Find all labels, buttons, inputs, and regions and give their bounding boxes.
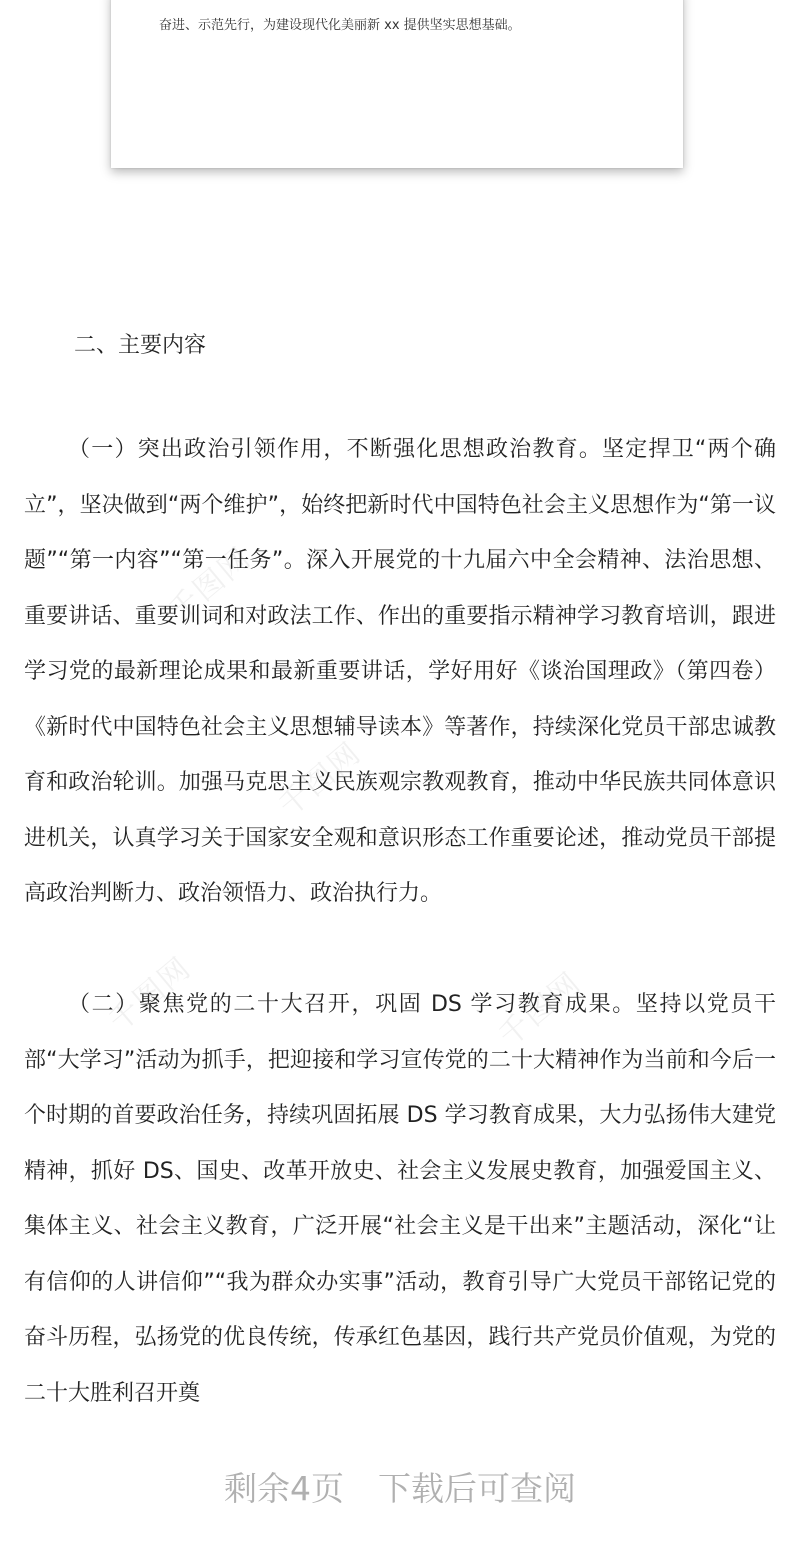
preview-text: 奋进、示范先行，为建设现代化美丽新 xx 提供坚实思想基础。 [159, 18, 521, 33]
watermark-logo: 千图网 [102, 950, 199, 1039]
body-paragraph: （一）突出政治引领作用，不断强化思想政治教育。坚定捍卫“两个确立”，坚决做到“两个维护”，始终把新时代中国特色社会主义思想作为“第一议题”“第一内容”“第一任务”。深入开展党的十九届六中全会精神、法治思想、重要讲话、重要训词和对政法工作、作出的重要指示精神学习教育培训，跟进学习党的最新理论成果和最新重要讲话，学好用好《谈治国理政》（第四卷）《新时代中国特色社会主义思想辅导读本》等著作，持续深化党员干部忠诚教育和政治轮训。加强马克思主义民族观宗教观教育，推动中华民族共同体意识进机关，认真学习关于国家安全观和意识形态工作重要论述，推动党员干部提高政治判断力、政治领悟力、政治执行力。 [24, 437, 776, 906]
download-prompt[interactable] [0, 1466, 800, 1512]
watermark-logo: 千图网 [272, 735, 369, 824]
body-paragraph: （二）聚焦党的二十大召开，巩固 DS 学习教育成果。坚持以党员干部“大学习”活动为抓手，把迎接和学习宣传党的二十大精神作为当前和今后一个时期的首要政治任务，持续巩固拓展 DS 学习教育成果，大力弘扬伟大建党精神，抓好 DS、国史、改革开放史、社会主义发展史教育，加强爱国主义、集体主义、社会主义教育，广泛开展“社会主义是干出来”主题活动，深化“让有信仰的人讲信仰”“我为群众办实事”活动，教育引导广大党员干部铭记党的奋斗历程，弘扬党的优良传统，传承红色基因，践行共产党员价值观，为党的二十大胜利召开奠 [24, 992, 776, 1406]
section-heading: 二、主要内容 [74, 333, 207, 358]
remaining-pages-label: 剩余4页 [224, 1469, 344, 1508]
watermark-logo: 千图网 [492, 965, 589, 1054]
watermark-logo: 千图网 [162, 540, 259, 629]
preview-page-card [111, 0, 683, 168]
download-action-label: 下载后可查阅 [378, 1469, 576, 1508]
